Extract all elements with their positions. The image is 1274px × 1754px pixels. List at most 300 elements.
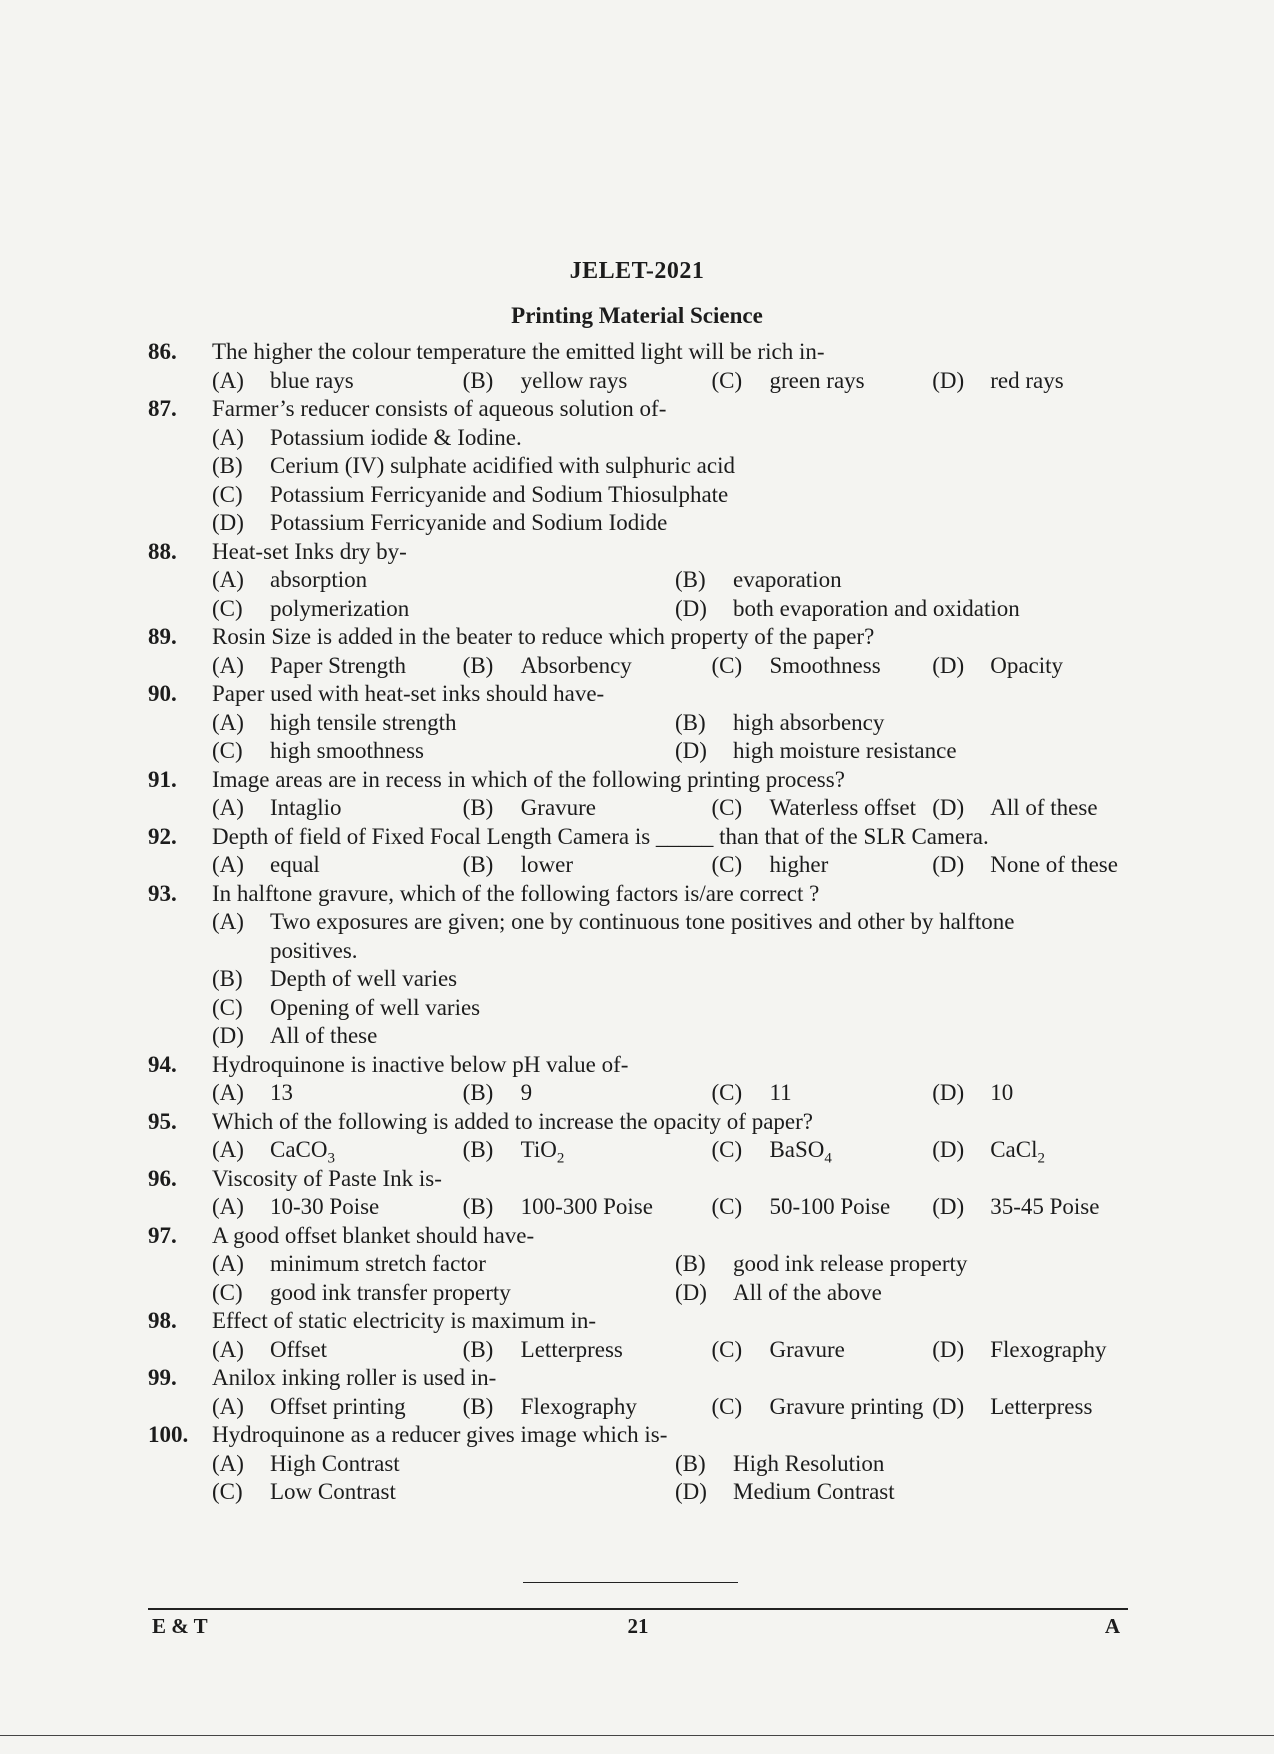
option-label: (C) [711, 1080, 743, 1105]
footer-set-code: A [1104, 1614, 1120, 1638]
option-label: (C) [212, 738, 243, 763]
option-text [270, 424, 522, 453]
option-list [212, 1336, 1138, 1365]
option-text [521, 851, 573, 880]
question-item [148, 1108, 1138, 1165]
page-number: 21 [627, 1614, 649, 1638]
option-text [270, 1393, 406, 1422]
option-label: (D) [932, 367, 965, 393]
option-list [212, 367, 1138, 396]
bottom-edge-rule [0, 1735, 1274, 1736]
option-row [212, 652, 1138, 681]
option-label: (D) [932, 1336, 965, 1362]
option-a [212, 908, 1138, 937]
question-item [148, 766, 1138, 823]
question-text: Image areas are in recess in which of the following printing process? [212, 766, 845, 792]
option-label: (B) [462, 852, 494, 877]
question-number: 98. [148, 1308, 177, 1333]
option-text [990, 1079, 1013, 1108]
option-value: good ink release property [733, 1251, 968, 1276]
option-label: (A) [212, 709, 244, 735]
question-text: Viscosity of Paste Ink is- [212, 1165, 442, 1191]
question-text: A good offset blanket should have- [212, 1222, 535, 1248]
option-row [212, 566, 1138, 595]
option-value: high moisture resistance [733, 738, 957, 763]
option-label: (A) [212, 852, 244, 877]
option-label: (B) [462, 1336, 494, 1362]
option-text [769, 1193, 890, 1222]
question-number: 94. [148, 1051, 177, 1077]
option-value: Intaglio [270, 795, 342, 820]
question-item [148, 538, 1138, 624]
footer-divider [148, 1608, 1128, 1610]
option-text [521, 1079, 533, 1108]
option-d [932, 1193, 1138, 1222]
option-label: (B) [212, 453, 243, 478]
option-text [990, 1393, 1092, 1422]
option-value: All of the above [733, 1279, 882, 1305]
option-text [733, 595, 1020, 624]
option-value: Two exposures are given; one by continuous tone positives and other by halftone [270, 909, 1015, 934]
question-item [148, 623, 1138, 680]
option-d [932, 1336, 1138, 1365]
option-b [463, 652, 712, 681]
question-item [148, 1364, 1138, 1421]
option-label: (B) [675, 567, 706, 592]
footer-subject-code: E & T [152, 1614, 208, 1638]
option-text [270, 595, 409, 624]
option-c [212, 481, 1138, 510]
question-number: 100. [148, 1422, 189, 1447]
option-list [212, 709, 1138, 766]
option-text [521, 1336, 623, 1365]
option-label: (C) [711, 652, 743, 678]
option-d [212, 509, 1138, 538]
option-label: (A) [212, 1336, 244, 1362]
option-a [212, 851, 463, 880]
option-label: (B) [675, 709, 706, 735]
option-row [212, 994, 1138, 1023]
question-list [148, 338, 1138, 1507]
option-value: None of these [990, 852, 1118, 877]
option-value: Cerium (IV) sulphate acidified with sulphuric acid [270, 453, 735, 478]
option-d [212, 1022, 1138, 1051]
option-text [521, 1136, 565, 1165]
option-text [270, 737, 424, 766]
option-label: (A) [212, 1080, 244, 1105]
option-value: 100-300 Poise [520, 1194, 653, 1219]
question-number: 89. [148, 624, 177, 649]
option-d [675, 595, 1138, 624]
option-list [212, 424, 1138, 538]
option-value: 9 [520, 1080, 533, 1105]
option-label: (A) [212, 1194, 244, 1219]
option-value: high absorbency [733, 709, 885, 735]
question-text: Farmer’s reducer consists of aqueous solution of- [212, 396, 667, 421]
question-number: 97. [148, 1222, 177, 1248]
option-label: (D) [212, 1023, 244, 1048]
option-value: polymerization [270, 595, 410, 621]
option-row [212, 1336, 1138, 1365]
option-value: All of these [270, 1023, 378, 1048]
option-label: (A) [212, 367, 244, 393]
question-number: 99. [148, 1365, 177, 1390]
option-c [711, 1136, 932, 1165]
option-a [212, 1393, 463, 1422]
option-a [212, 1250, 675, 1279]
option-d [932, 851, 1138, 880]
option-text [270, 367, 354, 396]
option-label: (C) [711, 1194, 743, 1219]
option-d [932, 367, 1138, 396]
option-label: (A) [212, 567, 244, 592]
option-value: Letterpress [520, 1336, 623, 1362]
option-c [711, 1079, 932, 1108]
option-value: Potassium Ferricyanide and Sodium Thiosulphate [270, 481, 729, 507]
option-row [212, 595, 1138, 624]
option-b [463, 1079, 712, 1108]
option-d [675, 1478, 1138, 1507]
option-c [711, 851, 932, 880]
option-label: (B) [462, 367, 494, 393]
option-list [212, 1393, 1138, 1422]
option-value: 10-30 Poise [270, 1194, 380, 1219]
option-text [270, 509, 667, 538]
option-row [212, 851, 1138, 880]
option-list [212, 652, 1138, 681]
option-value: minimum stretch factor [270, 1251, 486, 1276]
option-label: (B) [462, 1080, 494, 1105]
option-value: Medium Contrast [733, 1479, 895, 1504]
question-item [148, 823, 1138, 880]
option-a [212, 1450, 675, 1479]
option-text [270, 1079, 293, 1108]
option-c [711, 1393, 932, 1422]
option-text [990, 794, 1097, 823]
end-rule [523, 1582, 738, 1583]
option-text [270, 965, 457, 994]
option-b [675, 1450, 1138, 1479]
option-text [521, 652, 632, 681]
option-d [932, 1079, 1138, 1108]
question-item [148, 1165, 1138, 1222]
option-value: Waterless offset [769, 795, 917, 820]
option-text [270, 1022, 377, 1051]
option-label: (B) [675, 1450, 706, 1476]
option-text [990, 1336, 1106, 1365]
option-value: Potassium Ferricyanide and Sodium Iodide [270, 510, 668, 535]
option-c [711, 652, 932, 681]
option-text [270, 1450, 400, 1479]
option-row [212, 1450, 1138, 1479]
option-row [212, 737, 1138, 766]
option-text [769, 367, 864, 396]
option-value: High Resolution [733, 1450, 885, 1476]
option-label: (A) [212, 1137, 244, 1162]
option-label: (B) [462, 1137, 494, 1162]
option-row [212, 509, 1138, 538]
option-value: Gravure [769, 1336, 845, 1362]
option-label: (C) [711, 795, 743, 820]
option-b [463, 1193, 712, 1222]
option-value: CaCO [270, 1137, 328, 1162]
option-label: (A) [212, 795, 244, 820]
formula-subscript: 2 [1037, 1150, 1045, 1167]
option-text [270, 908, 1014, 937]
question-text: In halftone gravure, which of the following factors is/are correct ? [212, 880, 820, 906]
option-text [733, 737, 957, 766]
option-text [733, 709, 884, 738]
option-value: 11 [769, 1080, 792, 1105]
option-text [270, 1279, 511, 1308]
option-value: Offset [270, 1336, 328, 1362]
option-text [769, 1336, 844, 1365]
option-text [270, 566, 367, 595]
option-text [270, 1136, 335, 1165]
option-value: red rays [990, 367, 1064, 393]
question-text: Effect of static electricity is maximum in- [212, 1308, 597, 1333]
option-c [212, 1478, 675, 1507]
option-b [463, 851, 712, 880]
option-b [463, 1136, 712, 1165]
option-c [711, 1336, 932, 1365]
option-row [212, 1022, 1138, 1051]
option-value: Flexography [520, 1393, 637, 1419]
option-list [212, 794, 1138, 823]
option-d [932, 1393, 1138, 1422]
option-value: absorption [270, 567, 368, 592]
option-label: (C) [711, 1393, 743, 1419]
option-text [270, 652, 406, 681]
formula-subscript: 3 [327, 1150, 335, 1167]
option-label: (C) [212, 994, 243, 1020]
option-text [769, 1079, 791, 1108]
option-value: Depth of well varies [270, 966, 458, 991]
option-row [212, 424, 1138, 453]
option-list [212, 1136, 1138, 1165]
section-title: Printing Material Science [511, 303, 763, 328]
option-text [270, 851, 320, 880]
option-label: (B) [675, 1251, 706, 1276]
question-text: Hydroquinone is inactive below pH value of- [212, 1051, 629, 1077]
option-row [212, 452, 1138, 481]
option-label: (D) [932, 1080, 965, 1105]
option-b [463, 1393, 712, 1422]
option-label: (A) [212, 424, 244, 450]
option-b [463, 794, 712, 823]
option-label: (C) [711, 852, 743, 877]
option-text [270, 452, 735, 481]
option-text [769, 1136, 831, 1165]
option-text [990, 851, 1118, 880]
option-label: (C) [212, 1279, 243, 1305]
option-text [769, 652, 880, 681]
option-list [212, 1193, 1138, 1222]
option-list [212, 566, 1138, 623]
option-b [212, 452, 1138, 481]
option-label: (C) [711, 1137, 743, 1162]
option-a [212, 566, 675, 595]
option-text [521, 1193, 653, 1222]
question-item [148, 880, 1138, 1051]
option-text [733, 566, 842, 595]
option-label: (D) [675, 595, 707, 621]
question-text: Anilox inking roller is used in- [212, 1365, 497, 1390]
option-value: green rays [769, 367, 865, 393]
option-value: Paper Strength [270, 652, 407, 678]
option-label: (D) [932, 852, 965, 877]
option-value: equal [270, 852, 320, 877]
option-a [212, 1193, 463, 1222]
option-list [212, 851, 1138, 880]
option-b [463, 1336, 712, 1365]
option-value: TiO [520, 1137, 557, 1162]
option-b [675, 1250, 1138, 1279]
option-value: 50-100 Poise [769, 1194, 891, 1219]
question-number: 91. [148, 766, 177, 792]
option-label: (C) [711, 367, 743, 393]
option-value: BaSO [769, 1137, 825, 1162]
option-label: (B) [462, 795, 494, 820]
option-text [270, 794, 342, 823]
option-value: All of these [990, 795, 1098, 820]
question-text: Rosin Size is added in the beater to reduce which property of the paper? [212, 624, 875, 649]
option-label: (D) [932, 1393, 965, 1419]
option-value: Smoothness [769, 652, 881, 678]
option-c [711, 794, 932, 823]
option-a [212, 1079, 463, 1108]
option-text [733, 1279, 882, 1308]
option-value: yellow rays [520, 367, 628, 393]
question-item [148, 1307, 1138, 1364]
option-text [270, 1336, 327, 1365]
option-value: 13 [270, 1080, 293, 1105]
option-label: (D) [212, 510, 244, 535]
option-value: evaporation [733, 567, 842, 592]
exam-title: JELET-2021 [569, 258, 705, 284]
option-row [212, 965, 1138, 994]
option-a [212, 794, 463, 823]
option-text [769, 1393, 923, 1422]
question-item [148, 680, 1138, 766]
option-value: Opening of well varies [270, 994, 481, 1020]
question-number: 88. [148, 538, 177, 564]
formula-subscript: 2 [556, 1150, 565, 1167]
option-c [212, 737, 675, 766]
option-a [212, 652, 463, 681]
option-label: (D) [932, 795, 965, 820]
question-item [148, 1051, 1138, 1108]
option-value: Flexography [990, 1336, 1107, 1362]
option-label: (D) [932, 652, 965, 678]
option-label: (D) [675, 1279, 707, 1305]
option-d [932, 794, 1138, 823]
option-list [212, 908, 1138, 1051]
option-text [270, 1193, 379, 1222]
option-d [932, 652, 1138, 681]
option-text [270, 994, 480, 1023]
option-value: Potassium iodide & Iodine. [270, 424, 522, 450]
option-label: (C) [212, 595, 243, 621]
option-value: CaCl [990, 1137, 1038, 1162]
option-b [212, 965, 1138, 994]
formula-subscript: 4 [824, 1150, 832, 1167]
question-text: The higher the colour temperature the emitted light will be rich in- [212, 339, 825, 364]
option-text [733, 1450, 884, 1479]
option-a [212, 709, 675, 738]
question-number: 92. [148, 823, 177, 849]
option-a [212, 367, 463, 396]
question-number: 93. [148, 880, 177, 906]
option-row [212, 367, 1138, 396]
option-text [990, 367, 1063, 396]
option-text [769, 794, 916, 823]
option-label: (A) [212, 652, 244, 678]
option-c [212, 994, 1138, 1023]
option-value: higher [769, 852, 829, 877]
option-text [733, 1250, 967, 1279]
option-d [675, 737, 1138, 766]
option-text [521, 367, 628, 396]
option-label: (A) [212, 1450, 244, 1476]
option-b [675, 566, 1138, 595]
option-a [212, 424, 1138, 453]
option-c [212, 1279, 675, 1308]
option-c [711, 1193, 932, 1222]
option-a [212, 1136, 463, 1165]
option-value: Absorbency [520, 652, 632, 678]
question-text: Hydroquinone as a reducer gives image which is- [212, 1422, 668, 1447]
option-row [212, 1279, 1138, 1308]
question-item [148, 1222, 1138, 1308]
option-value: Opacity [990, 652, 1064, 678]
question-item [148, 1421, 1138, 1507]
option-label: (C) [212, 481, 243, 507]
question-number: 87. [148, 396, 177, 421]
option-b [463, 367, 712, 396]
option-label: (B) [462, 652, 494, 678]
question-number: 90. [148, 681, 177, 706]
option-text [990, 1193, 1099, 1222]
option-text [521, 1393, 637, 1422]
option-value: good ink transfer property [270, 1279, 511, 1305]
option-row [212, 1079, 1138, 1108]
option-row [212, 709, 1138, 738]
option-value: Gravure printing [769, 1393, 924, 1419]
option-value: Low Contrast [270, 1479, 396, 1504]
option-label: (C) [212, 1479, 243, 1504]
option-row [212, 1478, 1138, 1507]
option-value: Letterpress [990, 1393, 1093, 1419]
option-label: (D) [675, 738, 707, 763]
option-d [675, 1279, 1138, 1308]
question-number: 96. [148, 1165, 177, 1191]
option-row [212, 1136, 1138, 1165]
option-text [270, 1478, 396, 1507]
option-value: both evaporation and oxidation [733, 595, 1020, 621]
option-value: lower [520, 852, 574, 877]
option-text [769, 851, 828, 880]
option-a [212, 1336, 463, 1365]
option-value: high tensile strength [270, 709, 457, 735]
option-row [212, 908, 1138, 937]
option-label: (C) [711, 1336, 743, 1362]
option-text [990, 652, 1063, 681]
option-c [212, 595, 675, 624]
option-label: (D) [932, 1137, 965, 1162]
question-text: Paper used with heat-set inks should have- [212, 681, 605, 706]
option-text [270, 481, 728, 510]
